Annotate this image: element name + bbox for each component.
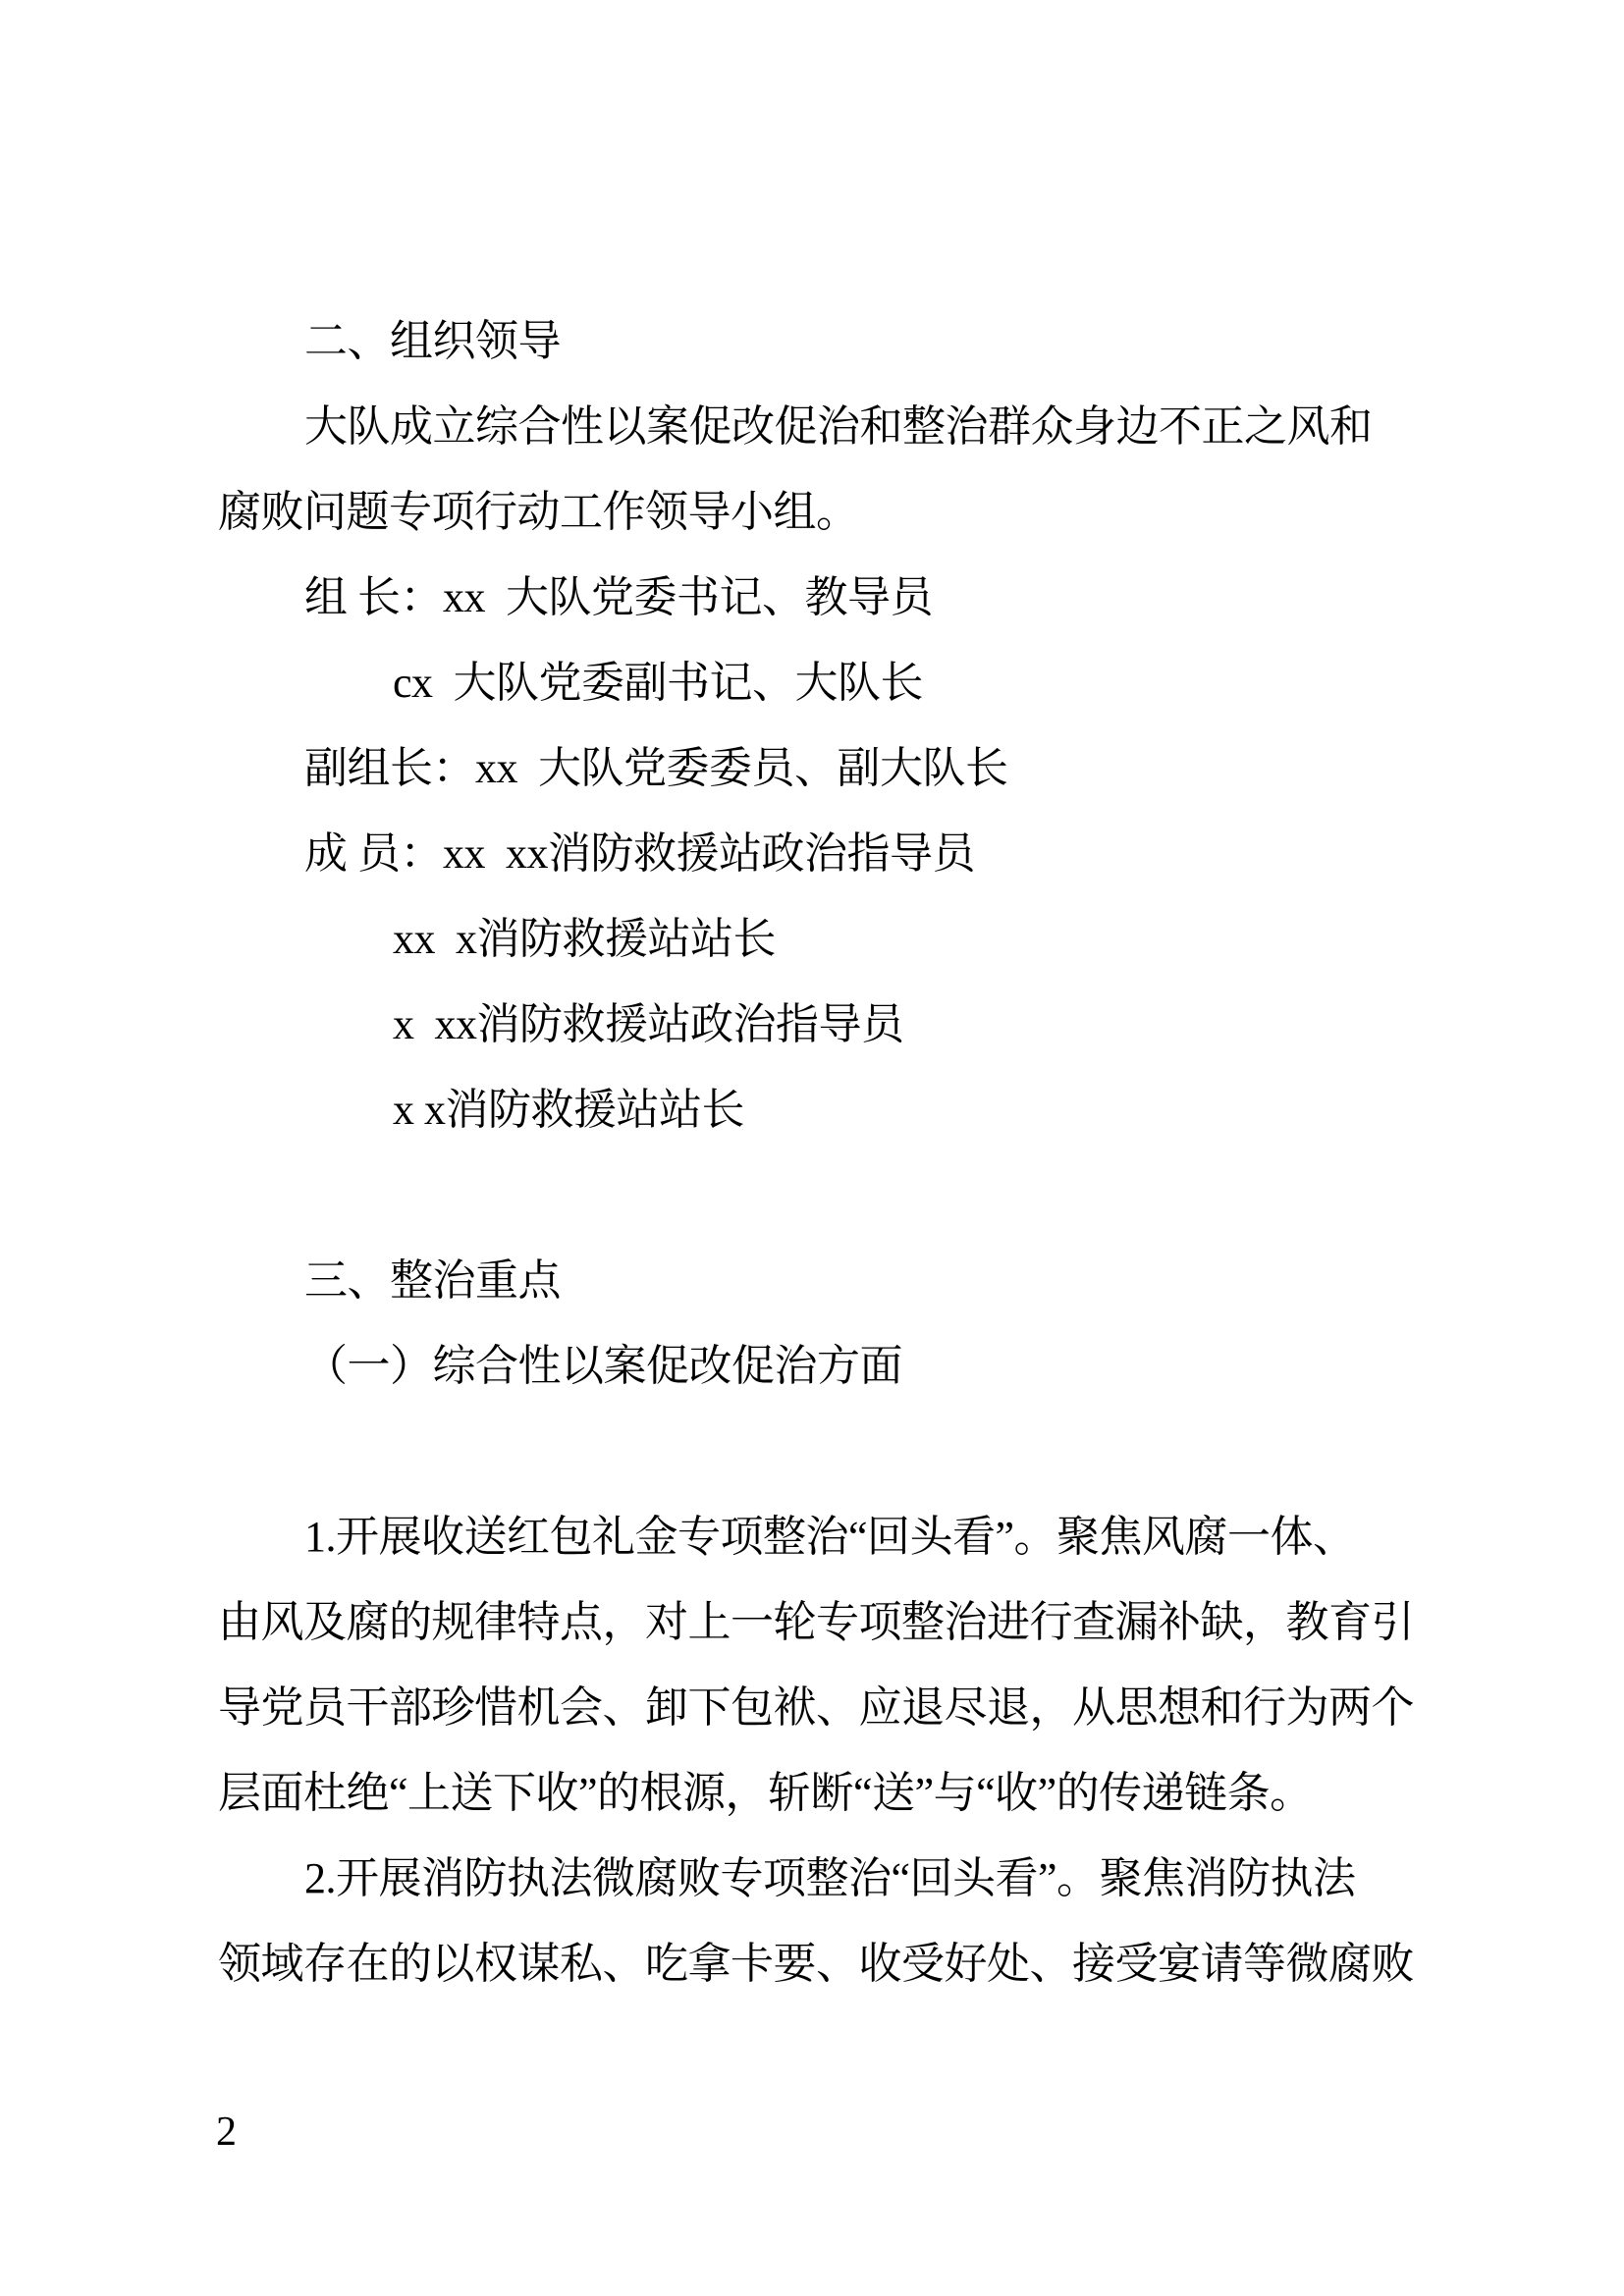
members-line-4: x x消防救援站站长	[393, 1086, 744, 1134]
para-2-line-2: 领域存在的以权谋私、吃拿卡要、收受好处、接受宴请等微腐败	[218, 1940, 1414, 1988]
para-1-line-2: 由风及腐的规律特点，对上一轮专项整治进行查漏补缺，教育引	[218, 1598, 1414, 1646]
members-line-3: x xx消防救援站政治指导员	[393, 1000, 904, 1048]
group-leader-line: 组 长：xx 大队党委书记、教导员	[304, 573, 933, 621]
para-2-line-1: 2.开展消防执法微腐败专项整治“回头看”。聚焦消防执法	[304, 1854, 1356, 1902]
para-1-line-1: 1.开展收送红包礼金专项整治“回头看”。聚焦风腐一体、	[304, 1513, 1356, 1561]
deputy-leader-line: 副组长：xx 大队党委委员、副大队长	[304, 744, 1008, 792]
heading-section-3: 三、整治重点	[304, 1256, 561, 1305]
members-line-1: 成 员：xx xx消防救援站政治指导员	[304, 829, 975, 878]
blank-line	[218, 1152, 1428, 1238]
para-intro-line-1: 大队成立综合性以案促改促治和整治群众身边不正之风和	[304, 402, 1373, 451]
heading-subsection-1: （一）综合性以案促改促治方面	[304, 1342, 902, 1390]
heading-section-2: 二、组织领导	[304, 317, 561, 365]
page-number: 2	[216, 2109, 237, 2155]
blank-line	[218, 1409, 1428, 1494]
members-line-2: xx x消防救援站站长	[393, 915, 776, 963]
document-text-block	[218, 298, 1428, 2006]
para-1-line-3: 导党员干部珍惜机会、卸下包袱、应退尽退，从思想和行为两个	[218, 1683, 1414, 1732]
para-1-line-4: 层面杜绝“上送下收”的根源，斩断“送”与“收”的传递链条。	[218, 1769, 1313, 1817]
para-intro-line-2: 腐败问题专项行动工作领导小组。	[218, 488, 859, 536]
group-leader-line-2: cx 大队党委副书记、大队长	[393, 659, 924, 707]
